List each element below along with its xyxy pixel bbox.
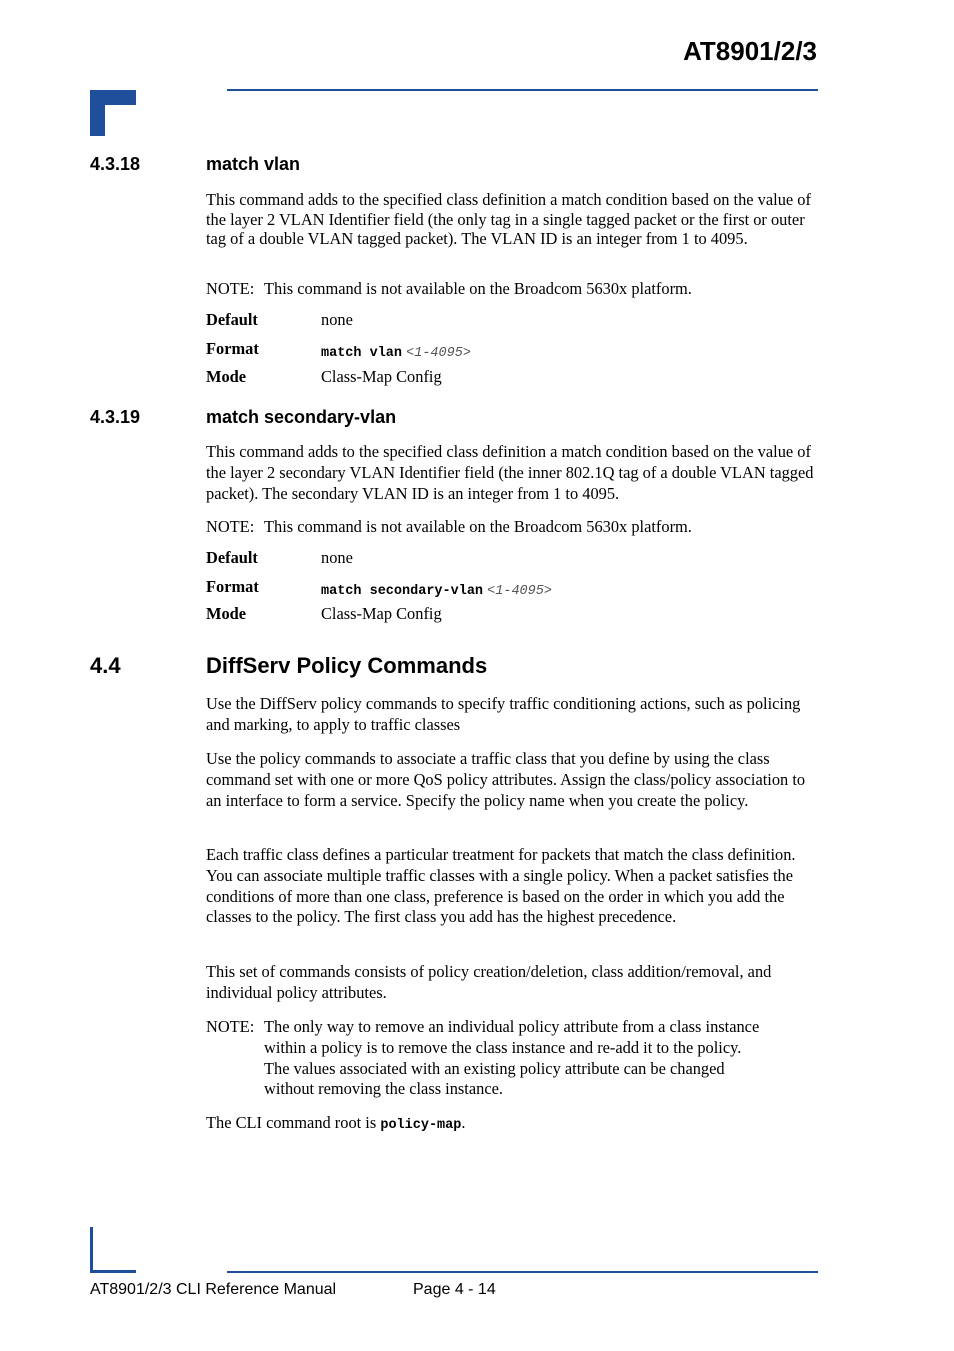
section-paragraph: This set of commands consists of policy creation/deletion, class addition/removal, and individual policy attributes. — [206, 962, 772, 1002]
note-label: NOTE: — [206, 517, 255, 536]
footer-page-number: Page 4 - 14 — [413, 1281, 496, 1298]
format-value — [321, 579, 552, 599]
section-paragraph: This command adds to the specified class definition a match condition based on the value of the layer 2 secondary VLAN Identifier field (the inner 802.1Q tag of a double VLAN tagged packet). The secondary VLAN ID is an integer from 1 to 4095. — [206, 442, 814, 503]
corner-mark-top — [90, 90, 136, 136]
mode-label: Mode — [206, 367, 247, 386]
default-label: Default — [206, 548, 258, 567]
format-value — [321, 341, 471, 361]
format-parameter: <1-4095> — [487, 584, 552, 599]
cli-root-prefix: The CLI command root is — [206, 1113, 381, 1132]
section-title: match secondary-vlan — [206, 407, 397, 427]
mode-value: Class-Map Config — [321, 367, 442, 386]
cli-root-command: policy-map — [380, 1118, 462, 1133]
footer-rule — [227, 1271, 818, 1273]
format-command: match vlan — [321, 346, 403, 361]
note-text: The only way to remove an individual policy attribute from a class instance within a policy is to remove the class instance and re-add it to the policy. The values associated with an existing policy attribute can be changed without removing the class instance. — [264, 1017, 760, 1099]
section-paragraph: Use the DiffServ policy commands to specify traffic conditioning actions, such as policing and marking, to apply to traffic classes — [206, 694, 801, 734]
note-label: NOTE: — [206, 279, 255, 298]
section-paragraph: Use the policy commands to associate a traffic class that you define by using the class command set with one or more QoS policy attributes. Assign the class/policy association to an interface to form a service. Specify the policy name when you create the policy. — [206, 749, 806, 810]
default-value: none — [321, 310, 353, 329]
cli-root-suffix: . — [461, 1113, 466, 1132]
cli-root-line — [206, 1113, 465, 1133]
section-paragraph: Each traffic class defines a particular treatment for packets that match the class definition. You can associate multiple traffic classes with a single policy. When a packet satisfies the conditions of more than one class, preference is based on the order in which you add the classes to the policy. The first class you add has the highest precedence. — [206, 845, 796, 927]
mode-label: Mode — [206, 604, 247, 623]
format-label: Format — [206, 339, 259, 358]
chapter-section-number: 4.4 — [90, 653, 121, 678]
header-rule — [227, 89, 818, 91]
format-label: Format — [206, 577, 259, 596]
mode-value: Class-Map Config — [321, 604, 442, 623]
chapter-section-title: DiffServ Policy Commands — [206, 653, 488, 678]
section-paragraph: This command adds to the specified class definition a match condition based on the value of the layer 2 VLAN Identifier field (the only tag in a single tagged packet or the first or outer tag of a double VLAN tagged packet). The VLAN ID is an integer from 1 to 4095. — [206, 190, 811, 248]
footer-manual-title: AT8901/2/3 CLI Reference Manual — [90, 1281, 337, 1298]
note-text: This command is not available on the Broadcom 5630x platform. — [264, 517, 692, 536]
corner-mark-bottom — [90, 1227, 136, 1273]
format-parameter: <1-4095> — [406, 346, 471, 361]
format-command: match secondary-vlan — [321, 584, 484, 599]
section-title: match vlan — [206, 154, 301, 174]
default-value: none — [321, 548, 353, 567]
default-label: Default — [206, 310, 258, 329]
note-label: NOTE: — [206, 1017, 255, 1036]
document-title: AT8901/2/3 — [683, 36, 817, 66]
note-text: This command is not available on the Broadcom 5630x platform. — [264, 279, 692, 298]
section-number: 4.3.19 — [90, 407, 141, 427]
section-number: 4.3.18 — [90, 154, 141, 174]
